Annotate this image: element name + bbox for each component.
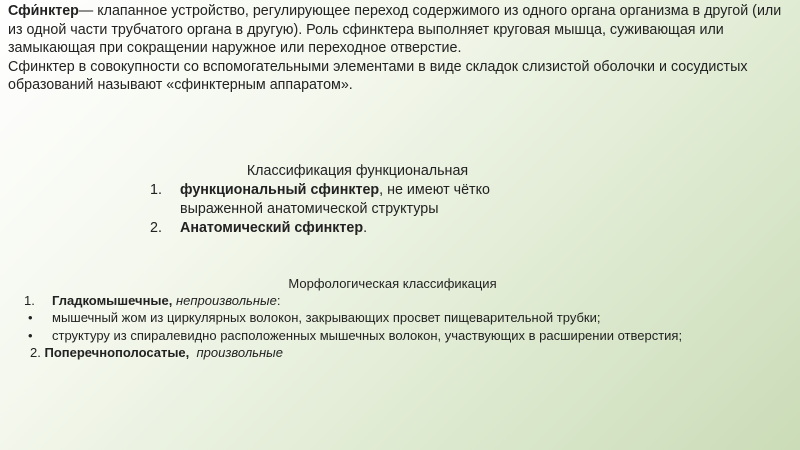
morphological-title: Морфологическая классификация — [288, 276, 497, 291]
morph-item-2 — [24, 344, 724, 361]
item-bold: функциональный сфинктер — [180, 182, 380, 198]
term-sphincter: Сфи́нктер — [8, 3, 79, 19]
item-number: 1. — [24, 293, 35, 309]
functional-classification — [150, 162, 550, 238]
item-bold: Анатомический сфинктер — [180, 220, 364, 236]
bullet-icon: • — [28, 327, 33, 343]
functional-item-1 — [150, 181, 550, 219]
item-rest: . — [363, 220, 368, 236]
item-bold: Поперечнополосатые, — [44, 344, 190, 360]
morph-item-1 — [24, 292, 724, 309]
bullet-item — [24, 309, 724, 326]
functional-title: Классификация функциональная — [246, 163, 469, 179]
apparatus-paragraph: Сфинктер в совокупности со вспомогательными элементами в виде складок слизистой оболочки и сосудистых образований называют «сфинктерным аппаратом». — [8, 58, 748, 94]
item-italic: произвольные — [196, 344, 283, 360]
bullet-icon: • — [28, 310, 33, 326]
definition-paragraph — [8, 2, 788, 58]
item-bold: Гладкомышечные, — [52, 293, 173, 309]
item-tail: : — [276, 293, 281, 309]
item-number: 1. — [150, 182, 162, 198]
item-rest: , не имеют чётко выраженной анатомической структуры — [180, 182, 490, 217]
bullet-item — [24, 327, 724, 344]
intro-block — [8, 2, 788, 95]
functional-item-2 — [150, 219, 550, 238]
item-number: 2. — [150, 220, 162, 236]
definition-text: — клапанное устройство, регулирующее переход содержимого из одного органа организма в другой (или из одной части трубчатого органа в другую). Роль сфинктера выполняет круговая мышца, суживающая или замыкающая при сокращении наружное или переходное отверстие. — [8, 3, 782, 57]
morphological-classification — [24, 275, 724, 361]
bullet-text: структуру из спиралевидно расположенных мышечных волокон, участвующих в расширении отверстия; — [52, 327, 683, 343]
item-italic: непроизвольные — [176, 293, 277, 309]
item-number: 2. — [30, 344, 41, 360]
bullet-text: мышечный жом из циркулярных волокон, закрывающих просвет пищеварительной трубки; — [52, 310, 601, 326]
